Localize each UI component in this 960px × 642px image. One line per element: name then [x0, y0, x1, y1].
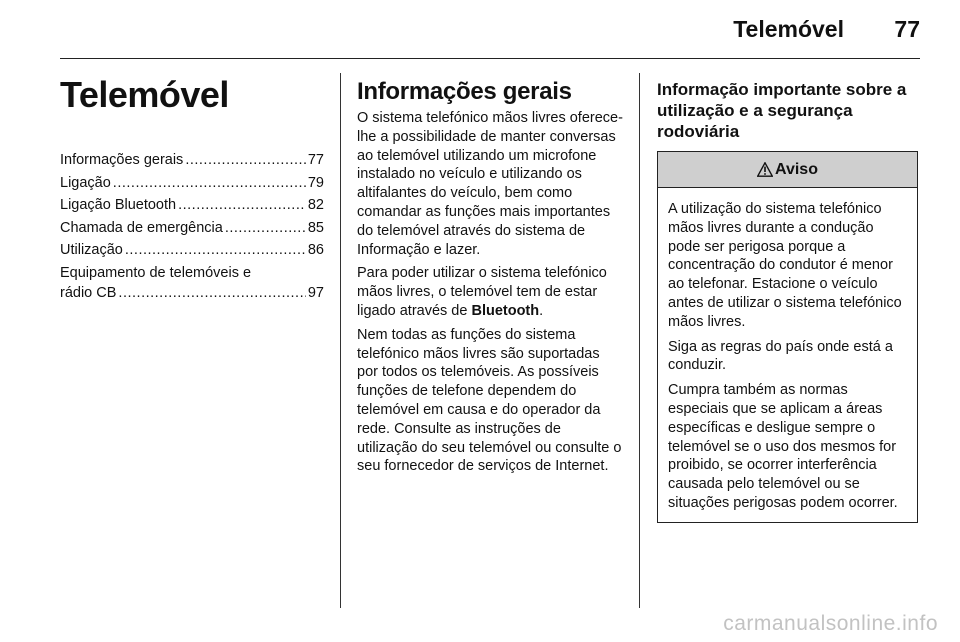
toc-entry-label: Utilização	[60, 242, 123, 258]
paragraph: O sistema telefónico mãos livres oferece-lhe a possibilidade de manter conversas ao telemóvel utilizando um microfone instalado no veículo e utilizando os altifalantes do veículo, bem como comandar as funções mais importantes do telemóvel através do sistema de Informação e lazer.	[357, 110, 623, 258]
toc-leader-dots	[113, 173, 306, 194]
toc-entry[interactable]	[60, 240, 324, 261]
header-title: Telemóvel	[733, 16, 844, 42]
header-rule	[60, 58, 920, 59]
toc-entry[interactable]	[60, 218, 324, 239]
page-number: 77	[894, 16, 920, 42]
toc-entry-label-continued: rádio CB	[60, 285, 117, 301]
section-body	[357, 109, 623, 476]
toc-leader-dots	[118, 283, 305, 304]
section-title: Informações gerais	[357, 78, 572, 105]
toc-leader-dots	[185, 150, 306, 171]
paragraph: Nem todas as funções do sistema telefónico mãos livres são suportadas por todos os telemóveis. As possíveis funções de telefone dependem do telemóvel em causa e do operador da rede. Consulte as instruções de utilização do seu telemóvel ou consulte o seu fornecedor de serviços de Internet.	[357, 326, 622, 475]
watermark: carmanualsonline.info	[723, 612, 938, 635]
bluetooth-term: Bluetooth	[471, 302, 540, 319]
toc-entry-page: 79	[307, 174, 324, 191]
toc-entry-label: Ligação Bluetooth	[60, 197, 177, 213]
column-divider-1	[340, 73, 341, 608]
warning-triangle-icon	[757, 162, 773, 177]
warning-header	[658, 152, 917, 188]
toc-entry[interactable]	[60, 150, 324, 171]
page-header	[60, 14, 920, 54]
table-of-contents	[60, 150, 324, 304]
general-info-column	[357, 66, 623, 481]
paragraph	[357, 264, 623, 320]
chapter-title: Telemóvel	[60, 74, 229, 115]
toc-entry-page: 85	[307, 219, 324, 236]
toc-leader-dots	[125, 240, 306, 261]
safety-column	[657, 66, 920, 523]
warning-paragraph: Cumpra também as normas especiais que se aplicam a áreas específicas e desligue sempre o telemóvel se o uso dos mesmos for proibido, se ocorrer interferência causada pelo telemóvel ou se situações perigosas podem ocorrer.	[668, 382, 898, 511]
warning-label: Aviso	[775, 160, 818, 178]
toc-entry-label: Informações gerais	[60, 152, 184, 168]
warning-paragraph: Siga as regras do país onde está a conduzir.	[668, 338, 893, 374]
toc-leader-dots	[178, 195, 306, 216]
warning-paragraph: A utilização do sistema telefónico mãos livres durante a condução pode ser perigosa porque a concentração do condutor é menor ao telefonar. Estacione o veículo antes de utilizar o sistema telefónico mãos livres.	[668, 201, 902, 330]
toc-entry-page: 86	[307, 242, 324, 258]
toc-entry-label: Ligação	[60, 174, 111, 191]
paragraph-end: .	[539, 302, 544, 319]
toc-entry-label: Equipamento de telemóveis e	[60, 264, 252, 281]
paragraph-text: Para poder utilizar o sistema telefónico mãos livres, o telemóvel tem de estar ligado através de	[357, 265, 607, 319]
warning-box	[657, 151, 918, 523]
toc-entry[interactable]	[60, 195, 324, 216]
toc-leader-dots	[225, 218, 306, 239]
toc-entry-page: 97	[307, 285, 324, 301]
toc-entry-label: Chamada de emergência	[60, 219, 223, 236]
toc-entry[interactable]	[60, 173, 324, 194]
toc-entry-page: 82	[307, 197, 324, 213]
toc-entry-page: 77	[307, 152, 324, 168]
warning-body	[658, 188, 917, 522]
toc-entry[interactable]	[60, 263, 324, 304]
column-divider-2	[639, 73, 640, 608]
toc-column	[60, 66, 324, 306]
subsection-title: Informação importante sobre a utilização e a segurança rodoviária	[657, 80, 907, 141]
